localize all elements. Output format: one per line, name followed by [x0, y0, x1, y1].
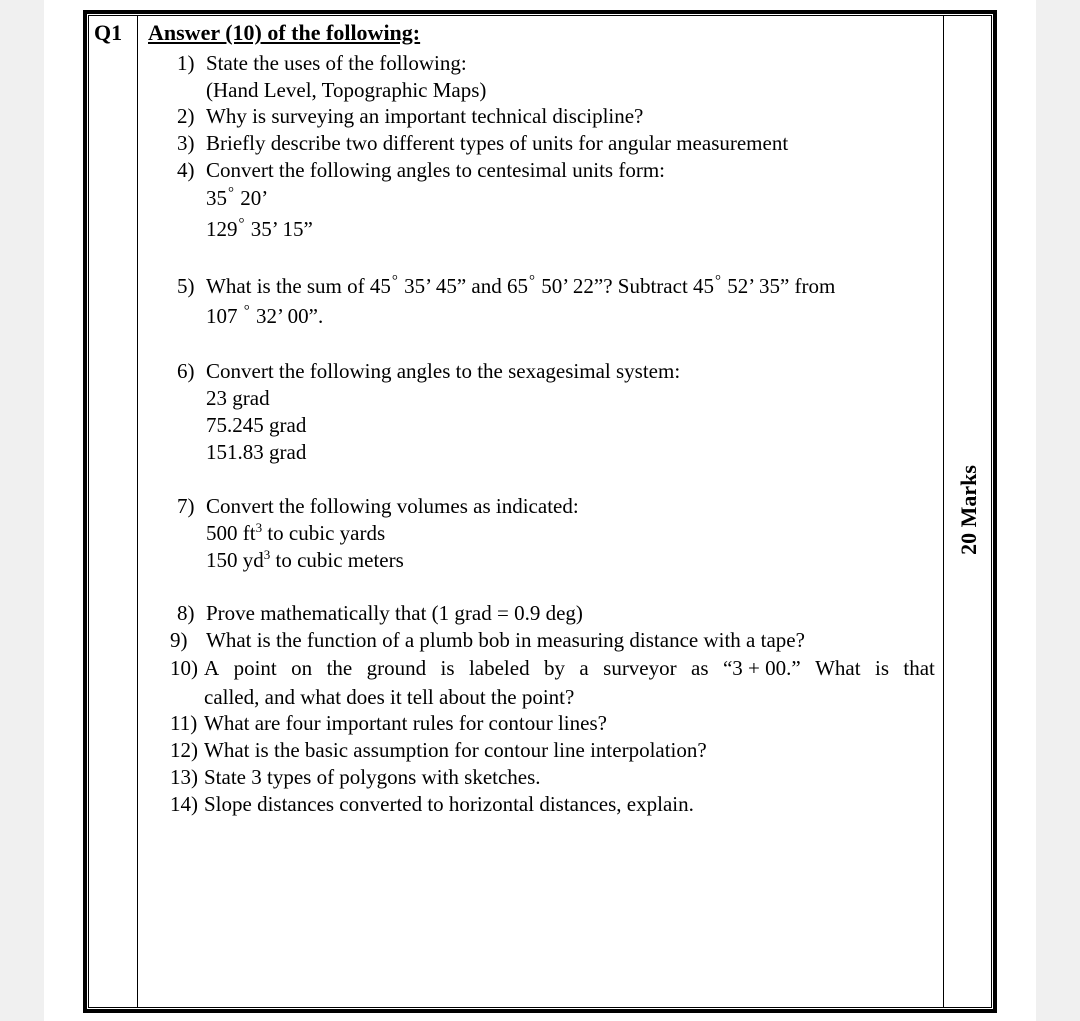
- item-number-11: 11): [170, 711, 198, 735]
- item-text-10-line2: called, and what does it tell about the point?: [204, 685, 575, 709]
- item-text-14: Slope distances converted to horizontal distances, explain.: [204, 792, 694, 816]
- degree-symbol: °: [243, 303, 250, 319]
- item-number-1: 1): [177, 51, 195, 75]
- item-text-4: Convert the following angles to centesimal units form:: [206, 158, 665, 182]
- item-text-3: Briefly describe two different types of units for angular measurement: [206, 131, 789, 155]
- word: labeled: [468, 656, 530, 680]
- question-number: Q1: [94, 20, 123, 45]
- text-fragment: 52’ 35” from: [727, 274, 836, 298]
- grad-value-2: 75.245 grad: [206, 413, 307, 437]
- angle-degrees: 35: [206, 186, 227, 210]
- word: that: [903, 656, 935, 680]
- degree-symbol: °: [715, 273, 722, 289]
- word: a: [579, 656, 589, 680]
- angle-minutes: 35’: [250, 217, 278, 241]
- angle-value: [206, 217, 313, 244]
- item-text-10: [204, 656, 935, 680]
- volume-value-2: [206, 548, 404, 572]
- word: What: [815, 656, 861, 680]
- marks-label: 20 Marks: [956, 465, 981, 555]
- angle-degrees: 129: [206, 217, 238, 241]
- text-fragment: 50’ 22”? Subtract 45: [541, 274, 715, 298]
- item-text-1: State the uses of the following:: [206, 51, 467, 75]
- item-number-10: 10): [170, 656, 198, 680]
- angle-seconds: 15”: [282, 217, 313, 241]
- word: point: [233, 656, 277, 680]
- superscript: 3: [263, 547, 271, 562]
- grad-value-3: 151.83 grad: [206, 440, 307, 464]
- item-number-7: 7): [177, 494, 195, 518]
- text-fragment: to cubic yards: [262, 521, 386, 545]
- text-fragment: 35’ 45” and 65: [404, 274, 528, 298]
- item-text-5: [206, 274, 835, 301]
- degree-symbol: °: [238, 216, 245, 232]
- item-number-6: 6): [177, 359, 195, 383]
- text-fragment: 150 yd: [206, 548, 264, 572]
- angle-value: [206, 186, 268, 213]
- item-text-5-line2: [206, 304, 323, 331]
- item-text-11: What are four important rules for contour lines?: [204, 711, 607, 735]
- item-text-8: Prove mathematically that (1 grad = 0.9 deg): [206, 601, 583, 625]
- degree-symbol: °: [391, 273, 398, 289]
- item-number-9: 9): [170, 628, 188, 652]
- text-fragment: to cubic meters: [270, 548, 404, 572]
- word: the: [326, 656, 353, 680]
- question-heading: Answer (10) of the following:: [148, 20, 421, 45]
- item-text-12: What is the basic assumption for contour line interpolation?: [204, 738, 707, 762]
- word: A: [204, 656, 220, 680]
- word: surveyor: [603, 656, 677, 680]
- item-subtext-1: (Hand Level, Topographic Maps): [206, 78, 487, 102]
- item-number-2: 2): [177, 104, 195, 128]
- word: is: [440, 656, 455, 680]
- angle-minutes: 20’: [240, 186, 269, 210]
- word: “3 + 00.”: [722, 656, 801, 680]
- degree-symbol: °: [228, 185, 234, 201]
- text-fragment: What is the sum of 45: [206, 274, 391, 298]
- item-number-8: 8): [177, 601, 195, 625]
- item-text-13: State 3 types of polygons with sketches.: [204, 765, 541, 789]
- item-text-6: Convert the following angles to the sexagesimal system:: [206, 359, 681, 383]
- word: ground: [366, 656, 427, 680]
- column-divider-right: [943, 15, 944, 1008]
- word: by: [544, 656, 565, 680]
- item-number-4: 4): [177, 158, 195, 182]
- item-text-7: Convert the following volumes as indicated:: [206, 494, 579, 518]
- text-fragment: 32’ 00”.: [256, 304, 324, 328]
- item-text-9: What is the function of a plumb bob in measuring distance with a tape?: [206, 628, 805, 652]
- item-number-5: 5): [177, 274, 195, 298]
- item-number-3: 3): [177, 131, 195, 155]
- item-number-14: 14): [170, 792, 198, 816]
- item-number-12: 12): [170, 738, 198, 762]
- item-number-13: 13): [170, 765, 198, 789]
- word: as: [691, 656, 709, 680]
- word: on: [291, 656, 313, 680]
- angle-degrees: 107: [206, 304, 238, 328]
- grad-value-1: 23 grad: [206, 386, 270, 410]
- superscript: 3: [255, 520, 263, 535]
- text-fragment: 500 ft: [206, 521, 256, 545]
- word: is: [874, 656, 889, 680]
- item-text-2: Why is surveying an important technical discipline?: [206, 104, 644, 128]
- volume-value-1: [206, 521, 385, 545]
- column-divider-left: [137, 15, 138, 1008]
- degree-symbol: °: [528, 273, 535, 289]
